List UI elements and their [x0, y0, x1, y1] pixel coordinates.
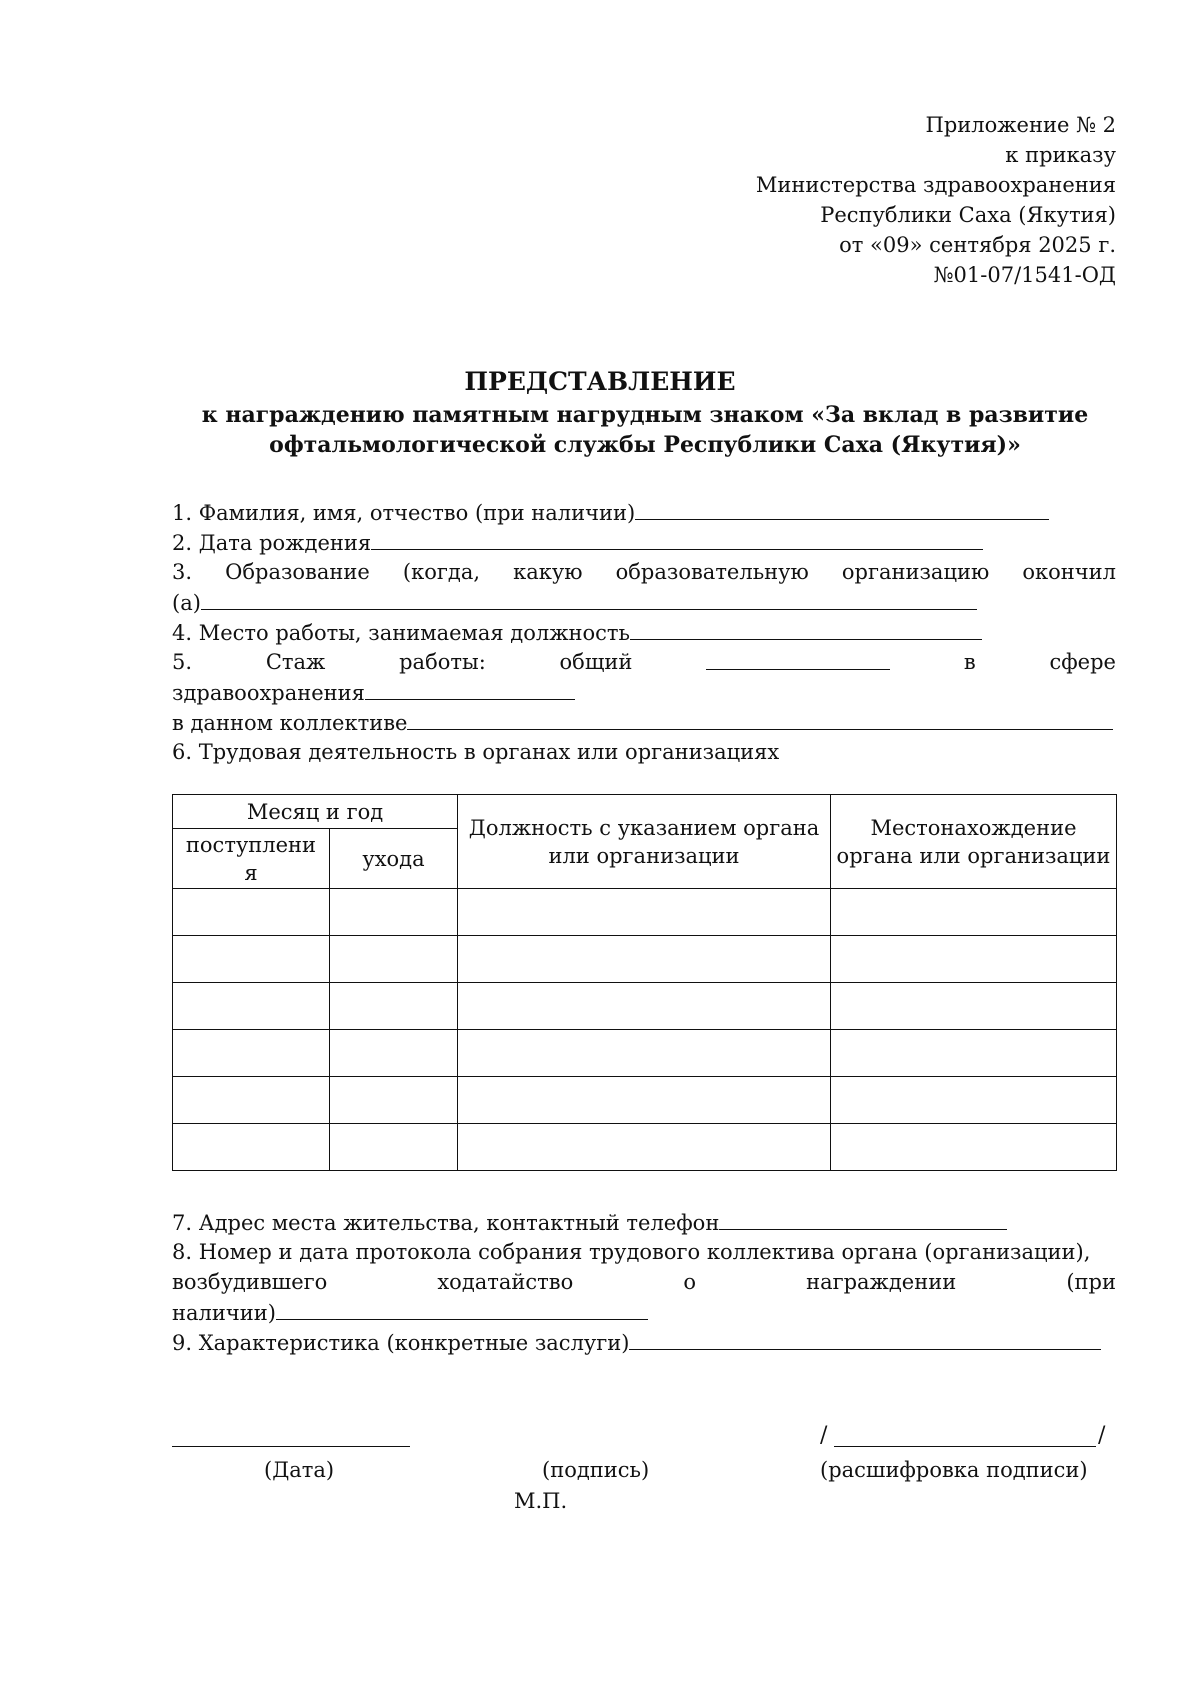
- date-caption: (Дата): [264, 1458, 335, 1482]
- admission-header-line-2: я: [244, 860, 258, 885]
- characteristics-label: 9. Характеристика (конкретные заслуги): [172, 1331, 630, 1355]
- appendix-number: Приложение № 2: [925, 113, 1116, 137]
- document-title: ПРЕДСТАВЛЕНИЕ: [464, 367, 736, 396]
- full-name-blank[interactable]: [635, 497, 1049, 520]
- table-row: [173, 889, 1117, 936]
- appendix-order-number: №01-07/1541-ОД: [933, 263, 1116, 287]
- field-full-name-label: 1. Фамилия, имя, отчество (при наличии): [172, 501, 636, 525]
- field-birth-date: [172, 527, 983, 558]
- date-line[interactable]: [172, 1446, 410, 1447]
- signature-decode-caption: (расшифровка подписи): [820, 1458, 1088, 1482]
- subtitle-line-1: к награждению памятным нагрудным знаком «За вклад в развитие: [201, 402, 1089, 428]
- experience-word: сфере: [1049, 650, 1116, 674]
- protocol-word: ходатайство: [437, 1270, 574, 1294]
- table-row: [173, 1124, 1117, 1171]
- signature-slash-right: /: [1098, 1423, 1106, 1448]
- location-cell[interactable]: [831, 983, 1117, 1030]
- admission-cell[interactable]: [173, 1030, 330, 1077]
- stamp-place: М.П.: [514, 1489, 568, 1513]
- document-subtitle: [170, 400, 1120, 460]
- admission-cell[interactable]: [173, 936, 330, 983]
- field-birth-date-label: 2. Дата рождения: [172, 531, 372, 555]
- location-cell[interactable]: [831, 936, 1117, 983]
- signature-caption: (подпись): [542, 1458, 650, 1482]
- protocol-end-label: наличии): [172, 1301, 276, 1325]
- appendix-ministry: Министерства здравоохранения: [755, 173, 1116, 197]
- characteristics-blank[interactable]: [629, 1327, 1101, 1350]
- signature-decode-line[interactable]: [834, 1446, 1096, 1447]
- admission-cell[interactable]: [173, 983, 330, 1030]
- admission-header-line-1: поступлени: [185, 832, 317, 857]
- protocol-word: награждении: [806, 1270, 957, 1294]
- experience-word: работы:: [399, 650, 486, 674]
- leaving-cell[interactable]: [330, 889, 458, 936]
- education-word: образовательную: [615, 560, 809, 584]
- table-row: [173, 1030, 1117, 1077]
- education-word: 3.: [172, 560, 193, 584]
- protocol-word: о: [683, 1270, 696, 1294]
- healthcare-experience-blank[interactable]: [365, 677, 575, 700]
- experience-word: 5.: [172, 650, 193, 674]
- education-word: окончил: [1022, 560, 1116, 584]
- appendix-header: [756, 110, 1116, 290]
- table-row: [173, 1077, 1117, 1124]
- field-protocol: 8. Номер и дата протокола собрания трудового коллектива органа (организации),: [172, 1240, 1091, 1264]
- appendix-order: к приказу: [1005, 143, 1116, 167]
- location-cell[interactable]: [831, 1077, 1117, 1124]
- position-cell[interactable]: [458, 1124, 831, 1171]
- location-cell[interactable]: [831, 1030, 1117, 1077]
- table-row: [173, 936, 1117, 983]
- team-label: в данном коллективе: [172, 711, 408, 735]
- education-blank[interactable]: [201, 587, 977, 610]
- address-blank[interactable]: [719, 1207, 1007, 1230]
- field-protocol-end: [172, 1297, 648, 1328]
- birth-date-blank[interactable]: [371, 527, 983, 550]
- position-cell[interactable]: [458, 983, 831, 1030]
- education-word: Образование: [225, 560, 370, 584]
- field-education: [172, 557, 1116, 587]
- workplace-label: 4. Место работы, занимаемая должность: [172, 621, 630, 645]
- work-history-table: [172, 794, 1117, 1171]
- education-word: (когда,: [402, 560, 481, 584]
- location-cell[interactable]: [831, 889, 1117, 936]
- field-workplace: [172, 617, 982, 648]
- field-team-experience: [172, 707, 1113, 738]
- field-address: [172, 1207, 1007, 1238]
- protocol-word: возбудившего: [172, 1270, 328, 1294]
- protocol-blank[interactable]: [276, 1297, 648, 1320]
- leaving-header: ухода: [330, 829, 458, 889]
- field-experience: [172, 647, 1116, 677]
- education-word: организацию: [841, 560, 990, 584]
- location-header: Местонахождение органа или организации: [831, 795, 1117, 889]
- appendix-republic: Республики Саха (Якутия): [820, 203, 1116, 227]
- education-cont-label: (а): [172, 591, 201, 615]
- admission-header: [173, 829, 330, 889]
- table-row: [173, 983, 1117, 1030]
- position-cell[interactable]: [458, 889, 831, 936]
- appendix-date: от «09» сентября 2025 г.: [839, 233, 1116, 257]
- experience-word: общий: [559, 650, 633, 674]
- field-characteristics: [172, 1327, 1101, 1358]
- education-word: какую: [513, 560, 583, 584]
- field-healthcare-experience: [172, 677, 575, 708]
- leaving-cell[interactable]: [330, 1124, 458, 1171]
- signature-slash-left: /: [820, 1423, 828, 1448]
- position-cell[interactable]: [458, 936, 831, 983]
- position-cell[interactable]: [458, 1077, 831, 1124]
- month-year-header: Месяц и год: [173, 795, 458, 829]
- position-header: Должность с указанием органа или организации: [458, 795, 831, 889]
- subtitle-line-2: офтальмологической службы Республики Саха (Якутия)»: [269, 432, 1021, 458]
- workplace-blank[interactable]: [630, 617, 982, 640]
- experience-word: в: [963, 650, 976, 674]
- table-body: [173, 889, 1117, 1171]
- leaving-cell[interactable]: [330, 1030, 458, 1077]
- admission-cell[interactable]: [173, 1124, 330, 1171]
- experience-total-blank[interactable]: [706, 647, 890, 670]
- admission-cell[interactable]: [173, 1077, 330, 1124]
- healthcare-label: здравоохранения: [172, 681, 365, 705]
- leaving-cell[interactable]: [330, 1077, 458, 1124]
- leaving-cell[interactable]: [330, 936, 458, 983]
- field-education-cont: [172, 587, 977, 618]
- experience-word: Стаж: [265, 650, 326, 674]
- position-cell[interactable]: [458, 1030, 831, 1077]
- field-work-history: 6. Трудовая деятельность в органах или организациях: [172, 740, 780, 764]
- leaving-cell[interactable]: [330, 983, 458, 1030]
- field-full-name: [172, 497, 1049, 528]
- protocol-word: (при: [1066, 1270, 1116, 1294]
- field-protocol-cont: [172, 1267, 1116, 1297]
- admission-cell[interactable]: [173, 889, 330, 936]
- address-label: 7. Адрес места жительства, контактный телефон: [172, 1211, 720, 1235]
- team-experience-blank[interactable]: [407, 707, 1113, 730]
- location-cell[interactable]: [831, 1124, 1117, 1171]
